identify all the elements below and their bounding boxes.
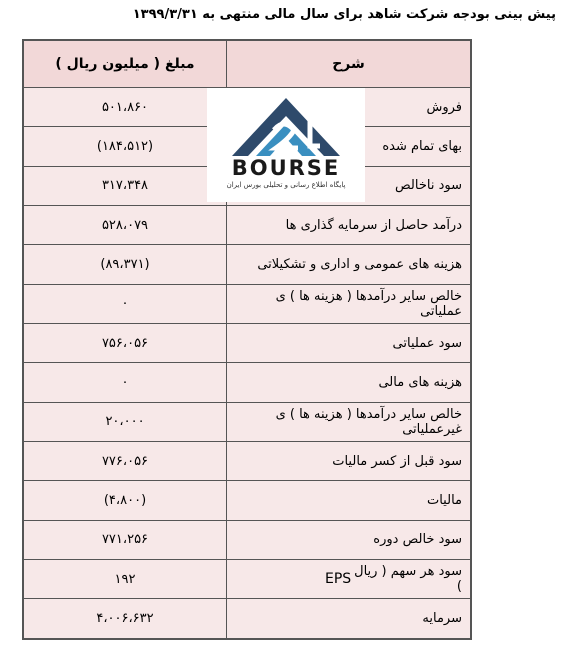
description-cell: سود قبل از کسر مالیات (227, 442, 471, 481)
bourse-logo-mark-icon (226, 94, 346, 158)
header-description: شرح (227, 41, 471, 88)
description-cell: خالص سایر درآمدها ( هزینه ها ) ی عملیاتی (227, 284, 471, 323)
amount-cell: ۷۵۶،۰۵۶ (24, 324, 227, 363)
amount-cell: ۴،۰۰۶،۶۳۲ (24, 599, 227, 639)
eps-description: سود هر سهم ( ریال ) (354, 564, 462, 595)
table-row (24, 481, 471, 520)
amount-cell: (۱۸۴،۵۱۲) (24, 127, 227, 166)
amount-cell: ۳۱۷،۳۴۸ (24, 166, 227, 205)
table-row (24, 206, 471, 245)
description-cell: درآمد حاصل از سرمایه گذاری ها (227, 206, 471, 245)
amount-cell: ۱۹۲ (24, 560, 227, 599)
amount-cell: ۵۰۱،۸۶۰ (24, 88, 227, 127)
page-title: پیش بینی بودجه شرکت شاهد برای سال مالی منتهی به ۱۳۹۹/۳/۳۱ (132, 7, 556, 22)
bourse-logo (207, 88, 365, 202)
description-cell: مالیات (227, 481, 471, 520)
table-row (24, 284, 471, 323)
table-row (24, 599, 471, 639)
table-row (24, 402, 471, 441)
description-cell: سود عملیاتی (227, 324, 471, 363)
description-cell: سرمایه (227, 599, 471, 639)
amount-cell: ۷۷۶،۰۵۶ (24, 442, 227, 481)
eps-label: EPS (325, 571, 352, 588)
description-cell: سود ناخالص (227, 166, 471, 205)
header-amount: مبلغ ( میلیون ریال ) (24, 41, 227, 88)
table-row (24, 520, 471, 559)
table-row (24, 324, 471, 363)
logo-subtitle: پایگاه اطلاع رسانی و تحلیلی بورس ایران (226, 181, 346, 189)
amount-cell: ۵۲۸،۰۷۹ (24, 206, 227, 245)
description-cell: هزینه های مالی (227, 363, 471, 402)
description-cell: بهای تمام شده (227, 127, 471, 166)
table-row (24, 560, 471, 599)
amount-cell: ۰ (24, 363, 227, 402)
amount-cell: ۲۰،۰۰۰ (24, 402, 227, 441)
table-header-row (24, 41, 471, 88)
amount-cell: (۴،۸۰۰) (24, 481, 227, 520)
table-row (24, 442, 471, 481)
amount-cell: ۷۷۱،۲۵۶ (24, 520, 227, 559)
table-row (24, 363, 471, 402)
table-row (24, 245, 471, 284)
description-cell: سود خالص دوره (227, 520, 471, 559)
amount-cell: ۰ (24, 284, 227, 323)
description-cell (227, 560, 471, 599)
description-cell: فروش (227, 88, 471, 127)
logo-wordmark: BOURSE (231, 156, 341, 180)
amount-cell: (۸۹،۳۷۱) (24, 245, 227, 284)
description-cell: خالص سایر درآمدها ( هزینه ها ) ی غیرعملیاتی (227, 402, 471, 441)
description-cell: هزینه های عمومی و اداری و تشکیلاتی (227, 245, 471, 284)
